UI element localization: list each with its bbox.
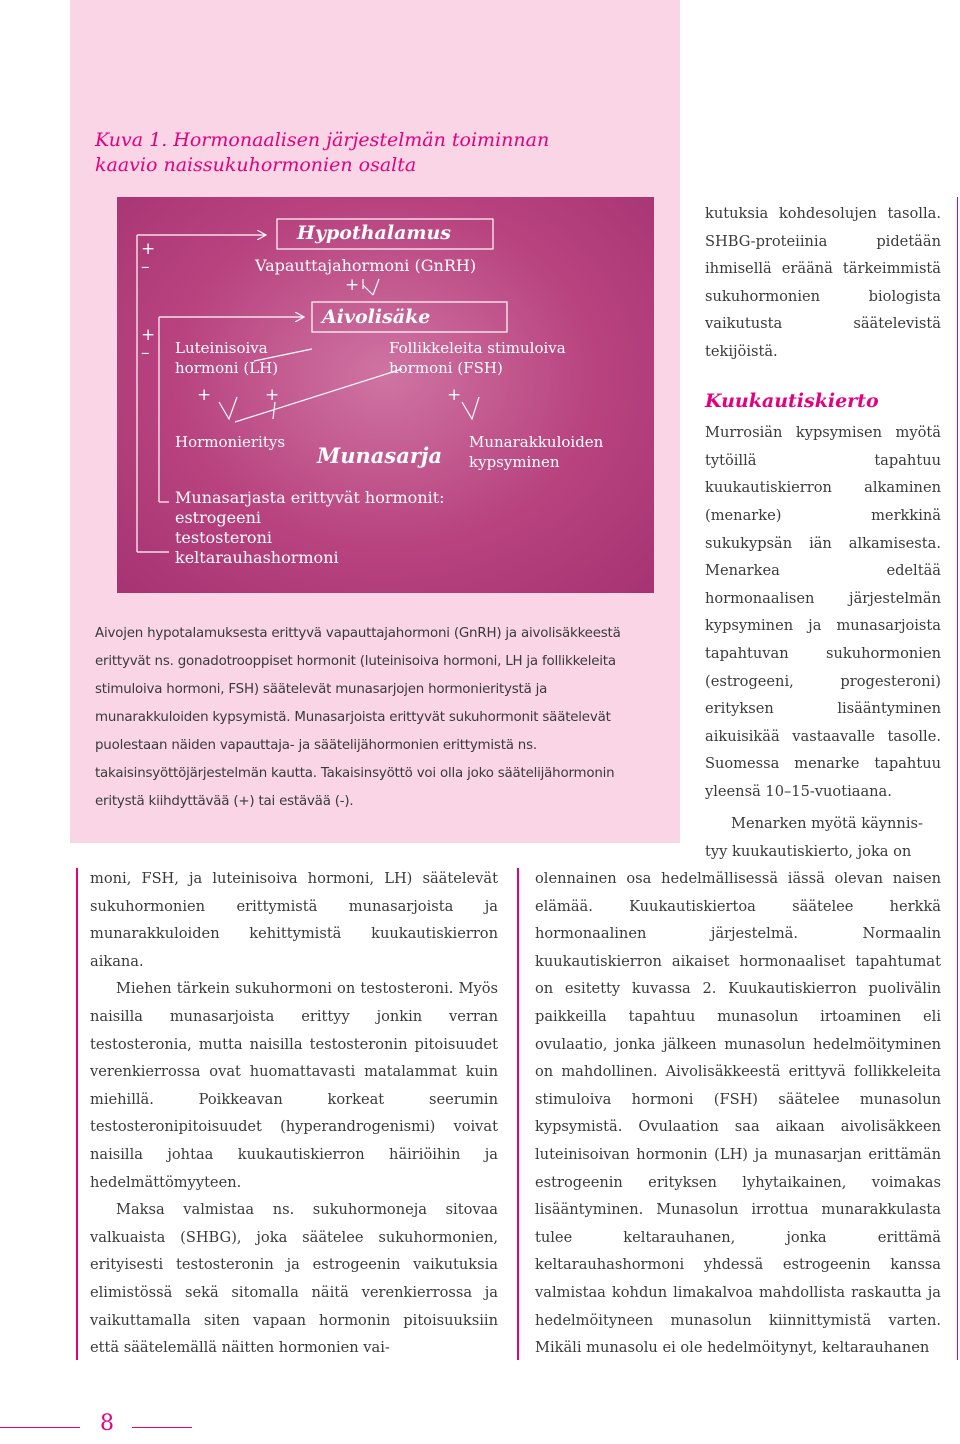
plus-sign: + bbox=[141, 325, 156, 345]
plus-sign: + bbox=[141, 239, 156, 259]
secretion-label: Hormonieritys bbox=[175, 433, 286, 451]
right-column bbox=[535, 865, 941, 1362]
hypothalamus-label: Hypothalamus bbox=[297, 222, 451, 244]
gnrh-label: Vapauttajahormoni (GnRH) bbox=[255, 256, 477, 275]
ovary-label: Munasarja bbox=[317, 443, 443, 468]
figure-caption: Aivojen hypotalamuksesta erittyvä vapauttajahormoni (GnRH) ja aivolisäkkeestä erittyvät ns. gonadotrooppiset hormonit (luteinisoiva hormoni, LH ja follikkeleita stimuloiva hormoni, FSH) säätelevät munasarjojen hormonieritystä ja munarakkuloiden kypsymistä. Munasarjoista erittyvät sukuhormonit säätelevät puolestaan näiden vapauttaja- ja säätelijähormonien erittymistä ns. takaisinsyöttöjärjestelmän kautta. Takaisinsyöttö voi olla joko säätelijähormonin eritystä kiihdyttävää (+) tai estävää (-). bbox=[95, 626, 621, 809]
plus-sign: + bbox=[345, 275, 360, 295]
follicle-label-line2: kypsyminen bbox=[469, 453, 560, 471]
shbg-continuation: kutuksia kohdesolujen tasolla. SHBG-proteiinia pidetään ihmisellä eräänä tärkeimmistä sukuhormonien biologista vaikutusta säätelevistä tekijöistä. bbox=[705, 205, 941, 360]
right-column-rule bbox=[517, 868, 519, 1360]
hormone-diagram bbox=[117, 197, 654, 593]
lh-label-line1: Luteinisoiva bbox=[175, 339, 268, 357]
fsh-label-line2: hormoni (FSH) bbox=[389, 359, 503, 377]
plus-sign: + bbox=[197, 385, 212, 405]
left-paragraph-1: moni, FSH, ja luteinisoiva hormoni, LH) säätelevät sukuhormonien erittymistä munasarjoista ja munarakkuloiden kehittymistä kuukautiskierron aikana. bbox=[90, 870, 498, 970]
page-number: 8 bbox=[100, 1411, 114, 1436]
lh-label-line2: hormoni (LH) bbox=[175, 359, 279, 377]
pituitary-label: Aivolisäke bbox=[322, 306, 431, 328]
figure-title: Kuva 1. Hormonaalisen järjestelmän toiminnan kaavio naissukuhormonien osalta bbox=[95, 129, 550, 176]
menarche-paragraph: Murrosiän kypsymisen myötä tytöillä tapahtuu kuukautiskierron alkaminen (menarke) merkkinä sukukypsän iän alkamisesta. Menarkea edeltää hormonaalisen järjestelmän kypsyminen ja munasarjoista tapahtuvan sukuhormonien (estrogeeni, progesteroni) erityksen lisääntyminen aikuisikää vastaavalle tasolle. Suomessa menarke tapahtuu yleensä 10–15-vuotiaana. bbox=[705, 424, 941, 800]
plus-sign: + bbox=[447, 385, 462, 405]
wrap-line-1: Menarken myötä käynnis- bbox=[731, 815, 923, 832]
plus-sign: + bbox=[265, 385, 280, 405]
hormone-estrogen: estrogeeni bbox=[175, 508, 261, 527]
wrap-line-2: tyy kuukautiskierto, joka on bbox=[705, 842, 912, 860]
hormone-progesterone: keltarauhashormoni bbox=[175, 548, 339, 567]
page-edge-rule bbox=[957, 197, 958, 1360]
minus-sign: – bbox=[141, 343, 150, 363]
section-heading: Kuukautiskierto bbox=[705, 389, 879, 412]
left-column bbox=[90, 865, 498, 1362]
menarche-wrap bbox=[705, 810, 941, 865]
left-paragraph-2: Miehen tärkein sukuhormoni on testosteroni. Myös naisilla munasarjoista erittyy jonkin verran testosteronia, mutta naisilla testosteronin pitoisuudet verenkierrossa ovat huomattavasti matalammat kuin miehillä. Poikkeavan korkeat seerumin testosteronipitoisuudet (hyperandrogenismi) voivat naisilla johtaa kuukautiskierron häiriöihin ja hedelmättömyyteen. bbox=[90, 980, 498, 1191]
left-column-rule bbox=[76, 868, 78, 1360]
right-column-top bbox=[705, 200, 941, 805]
ovary-hormones-title: Munasarjasta erittyvät hormonit: bbox=[175, 488, 445, 507]
fsh-label-line1: Follikkeleita stimuloiva bbox=[389, 339, 566, 357]
minus-sign: – bbox=[141, 257, 150, 277]
footer-rule-left bbox=[0, 1427, 80, 1428]
follicle-label-line1: Munarakkuloiden bbox=[469, 433, 604, 451]
hormone-testosterone: testosteroni bbox=[175, 528, 272, 547]
right-paragraph: olennainen osa hedelmällisessä iässä olevan naisen elämää. Kuukautiskiertoa säätelee herkkä hormonaalinen järjestelmä. Normaalin kuukautiskierron aikaiset hormonaaliset tapahtumat on esitetty kuvassa 2. Kuukautiskierron puolivälin paikkeilla tapahtuu munasolun irtoaminen eli ovulaatio, jonka jälkeen munasolun hedelmöityminen on mahdollinen. Aivolisäkkeestä erittyvä follikkeleita stimuloiva hormoni (FSH) säätelee munasolun kypsymistä. Ovulaation saa aikaan aivolisäkkeen luteinisoivan hormonin (LH) ja munasarjan erittämän estrogeenin erityksen lyhytaikainen, voimakas lisääntyminen. Munasolun irrottua munarakkulasta tulee keltarauhanen, jonka erittämä keltarauhashormoni yhdessä estrogeenin kanssa valmistaa kohdun limakalvoa mahdollista raskautta ja hedelmöityneen munasolun kiinnittymistä varten. Mikäli munasolu ei ole hedelmöitynyt, keltarauhanen bbox=[535, 870, 941, 1357]
left-paragraph-3: Maksa valmistaa ns. sukuhormoneja sitovaa valkuaista (SHBG), joka säätelee sukuhormonien, erityisesti testosteronin ja estrogeenin vaikutuksia elimistössä sekä sitomalla näitä verenkierrossa ja vaikuttamalla siten vapaan hormonin pitoisuuksiin että säätelemällä näitten hormonien vai- bbox=[90, 1201, 498, 1357]
footer-rule-right bbox=[132, 1427, 192, 1428]
